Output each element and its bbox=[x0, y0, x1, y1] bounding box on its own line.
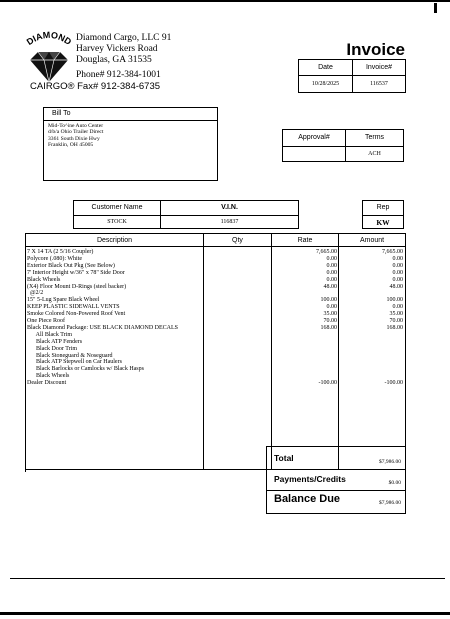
balance-label: Balance Due bbox=[274, 493, 341, 505]
customer-vin-box bbox=[73, 200, 299, 229]
rates-cell: 70.00 bbox=[323, 318, 337, 324]
amounts-cell: 0.00 bbox=[392, 304, 403, 311]
description_lines-cell: Black Barlocks or Camlocks w/ Black Hasps bbox=[27, 366, 144, 373]
footer-rule bbox=[10, 578, 445, 579]
company-phone: Phone# 912-384-1001 bbox=[76, 70, 161, 80]
amounts-cell: 0.00 bbox=[392, 276, 403, 283]
customer-name-label: Customer Name bbox=[91, 204, 143, 211]
description_lines-cell: Black Stoneguard & Noseguard bbox=[27, 352, 113, 359]
amounts-cell: 0.00 bbox=[392, 269, 403, 276]
description_lines-cell: All Black Trim bbox=[27, 331, 73, 338]
bill-to-line: 3361 South Dixie Hwy bbox=[48, 135, 100, 142]
amounts-cell: 0.00 bbox=[392, 255, 403, 262]
rates-cell: 100.00 bbox=[320, 297, 337, 304]
totals-box bbox=[266, 446, 406, 514]
description_lines-cell: Black ATP Fenders bbox=[27, 338, 83, 345]
qty-header: Qty bbox=[232, 237, 243, 244]
rates-cell: 0.00 bbox=[326, 276, 337, 283]
rep-label: Rep bbox=[376, 204, 390, 211]
total-label: Total bbox=[274, 453, 294, 463]
description_lines-cell: Black ATP Stepwell on Car Haulers bbox=[27, 359, 122, 366]
payments-value: $0.00 bbox=[388, 480, 401, 486]
amount-header: Amount bbox=[359, 237, 385, 244]
amounts-cell: 35.00 bbox=[389, 311, 403, 318]
company-city: Douglas, GA 31535 bbox=[76, 55, 152, 65]
rep-value: KW bbox=[376, 218, 390, 227]
company-street: Harvey Vickers Road bbox=[76, 44, 158, 54]
table-bottom-mark bbox=[25, 470, 26, 472]
total-value: $7,986.00 bbox=[379, 459, 401, 465]
rate-header: Rate bbox=[297, 237, 313, 244]
description_lines-cell: KEEP PLASTIC SIDEWALL VENTS bbox=[27, 304, 120, 311]
vin-value: 116837 bbox=[220, 219, 239, 225]
amounts-cell: 100.00 bbox=[386, 297, 403, 304]
balance-value: $7,986.00 bbox=[379, 500, 401, 506]
amounts-cell: 7,665.00 bbox=[382, 249, 403, 255]
description_lines-cell: Smoke Colored Non-Powered Roof Vent bbox=[27, 311, 126, 318]
approval-label: Approval# bbox=[298, 134, 330, 141]
corner-mark bbox=[434, 3, 437, 13]
rates-cell: 35.00 bbox=[323, 311, 337, 318]
bottom-edge bbox=[0, 612, 450, 615]
description_lines-cell: Exterior Black Out Pkg (See Below) bbox=[27, 262, 115, 269]
company-info bbox=[76, 33, 171, 66]
svg-text:DIAMOND: DIAMOND bbox=[24, 30, 74, 48]
rates-cell: 0.00 bbox=[326, 304, 337, 311]
terms-value: ACH bbox=[368, 151, 381, 157]
payments-label: Payments/Credits bbox=[274, 474, 346, 484]
description_lines-cell: Black Wheels bbox=[27, 373, 70, 380]
customer-name: STOCK bbox=[107, 219, 127, 225]
description_lines-cell: (X4) Floor Mount D-Rings (steel backer) bbox=[27, 283, 127, 290]
invoice-date: 10/28/2025 bbox=[311, 81, 340, 87]
date-label: Date bbox=[318, 64, 333, 71]
description_lines-cell: Black Door Trim bbox=[27, 345, 78, 352]
rep-box bbox=[362, 200, 404, 229]
invoice-title: Invoice bbox=[346, 40, 405, 59]
description_lines-cell: @2/2 bbox=[27, 290, 44, 297]
amounts-cell: 70.00 bbox=[389, 318, 403, 324]
description_lines-cell: Polycore (.080): White bbox=[27, 255, 83, 262]
invoice-meta-box bbox=[298, 59, 406, 93]
description_lines-cell: 7 X 14 TA (2 5/16 Coupler) bbox=[27, 249, 94, 255]
invoice-number: 116537 bbox=[370, 81, 388, 87]
amounts-cell: -100.00 bbox=[384, 380, 403, 387]
bill-to-line: Franklin, OH 45005 bbox=[48, 142, 94, 149]
invoice-number-label: Invoice# bbox=[365, 64, 393, 71]
bill-to-label: Bill To bbox=[52, 110, 71, 117]
top-edge bbox=[0, 0, 450, 2]
company-fax: CAIRGO® Fax# 912-384-6735 bbox=[30, 81, 161, 92]
amounts-cell: 168.00 bbox=[386, 324, 403, 331]
description_lines-cell: Dealer Discount bbox=[27, 380, 67, 387]
approval-terms-box bbox=[282, 129, 404, 162]
rates-cell: 0.00 bbox=[326, 255, 337, 262]
terms-label: Terms bbox=[364, 134, 385, 141]
rates-cell: -100.00 bbox=[318, 380, 337, 387]
rates-cell: 7,665.00 bbox=[316, 249, 337, 255]
vin-label: V.I.N. bbox=[221, 204, 238, 211]
rates-cell: 0.00 bbox=[326, 269, 337, 276]
rates-cell: 48.00 bbox=[323, 283, 337, 290]
bill-to-line: d/b/a Ohio Trailer Direct bbox=[48, 129, 104, 136]
rates-cell: 0.00 bbox=[326, 262, 337, 269]
bill-to-address bbox=[48, 123, 103, 149]
description-header: Description bbox=[96, 237, 132, 244]
company-name: Diamond Cargo, LLC 91 bbox=[76, 33, 172, 43]
bill-to-line: Mid-To^ine Auto Center bbox=[48, 123, 104, 129]
line-items-table bbox=[25, 233, 406, 470]
description_lines-cell: 15" 5-Lug Spare Black Wheel bbox=[27, 297, 100, 304]
description_lines-cell: 7' Interior Height w/36" x 78" Side Door bbox=[27, 269, 125, 276]
rates-cell: 168.00 bbox=[320, 324, 337, 331]
description_lines-cell: Black Wheels bbox=[27, 276, 61, 283]
description_lines-cell: One Piece Roof bbox=[27, 318, 65, 324]
bill-to-box bbox=[43, 107, 218, 181]
description_lines-cell: Black Diamond Package: USE BLACK DIAMOND DECALS bbox=[27, 324, 178, 331]
amounts-cell: 0.00 bbox=[392, 262, 403, 269]
amounts-cell: 48.00 bbox=[389, 283, 403, 290]
